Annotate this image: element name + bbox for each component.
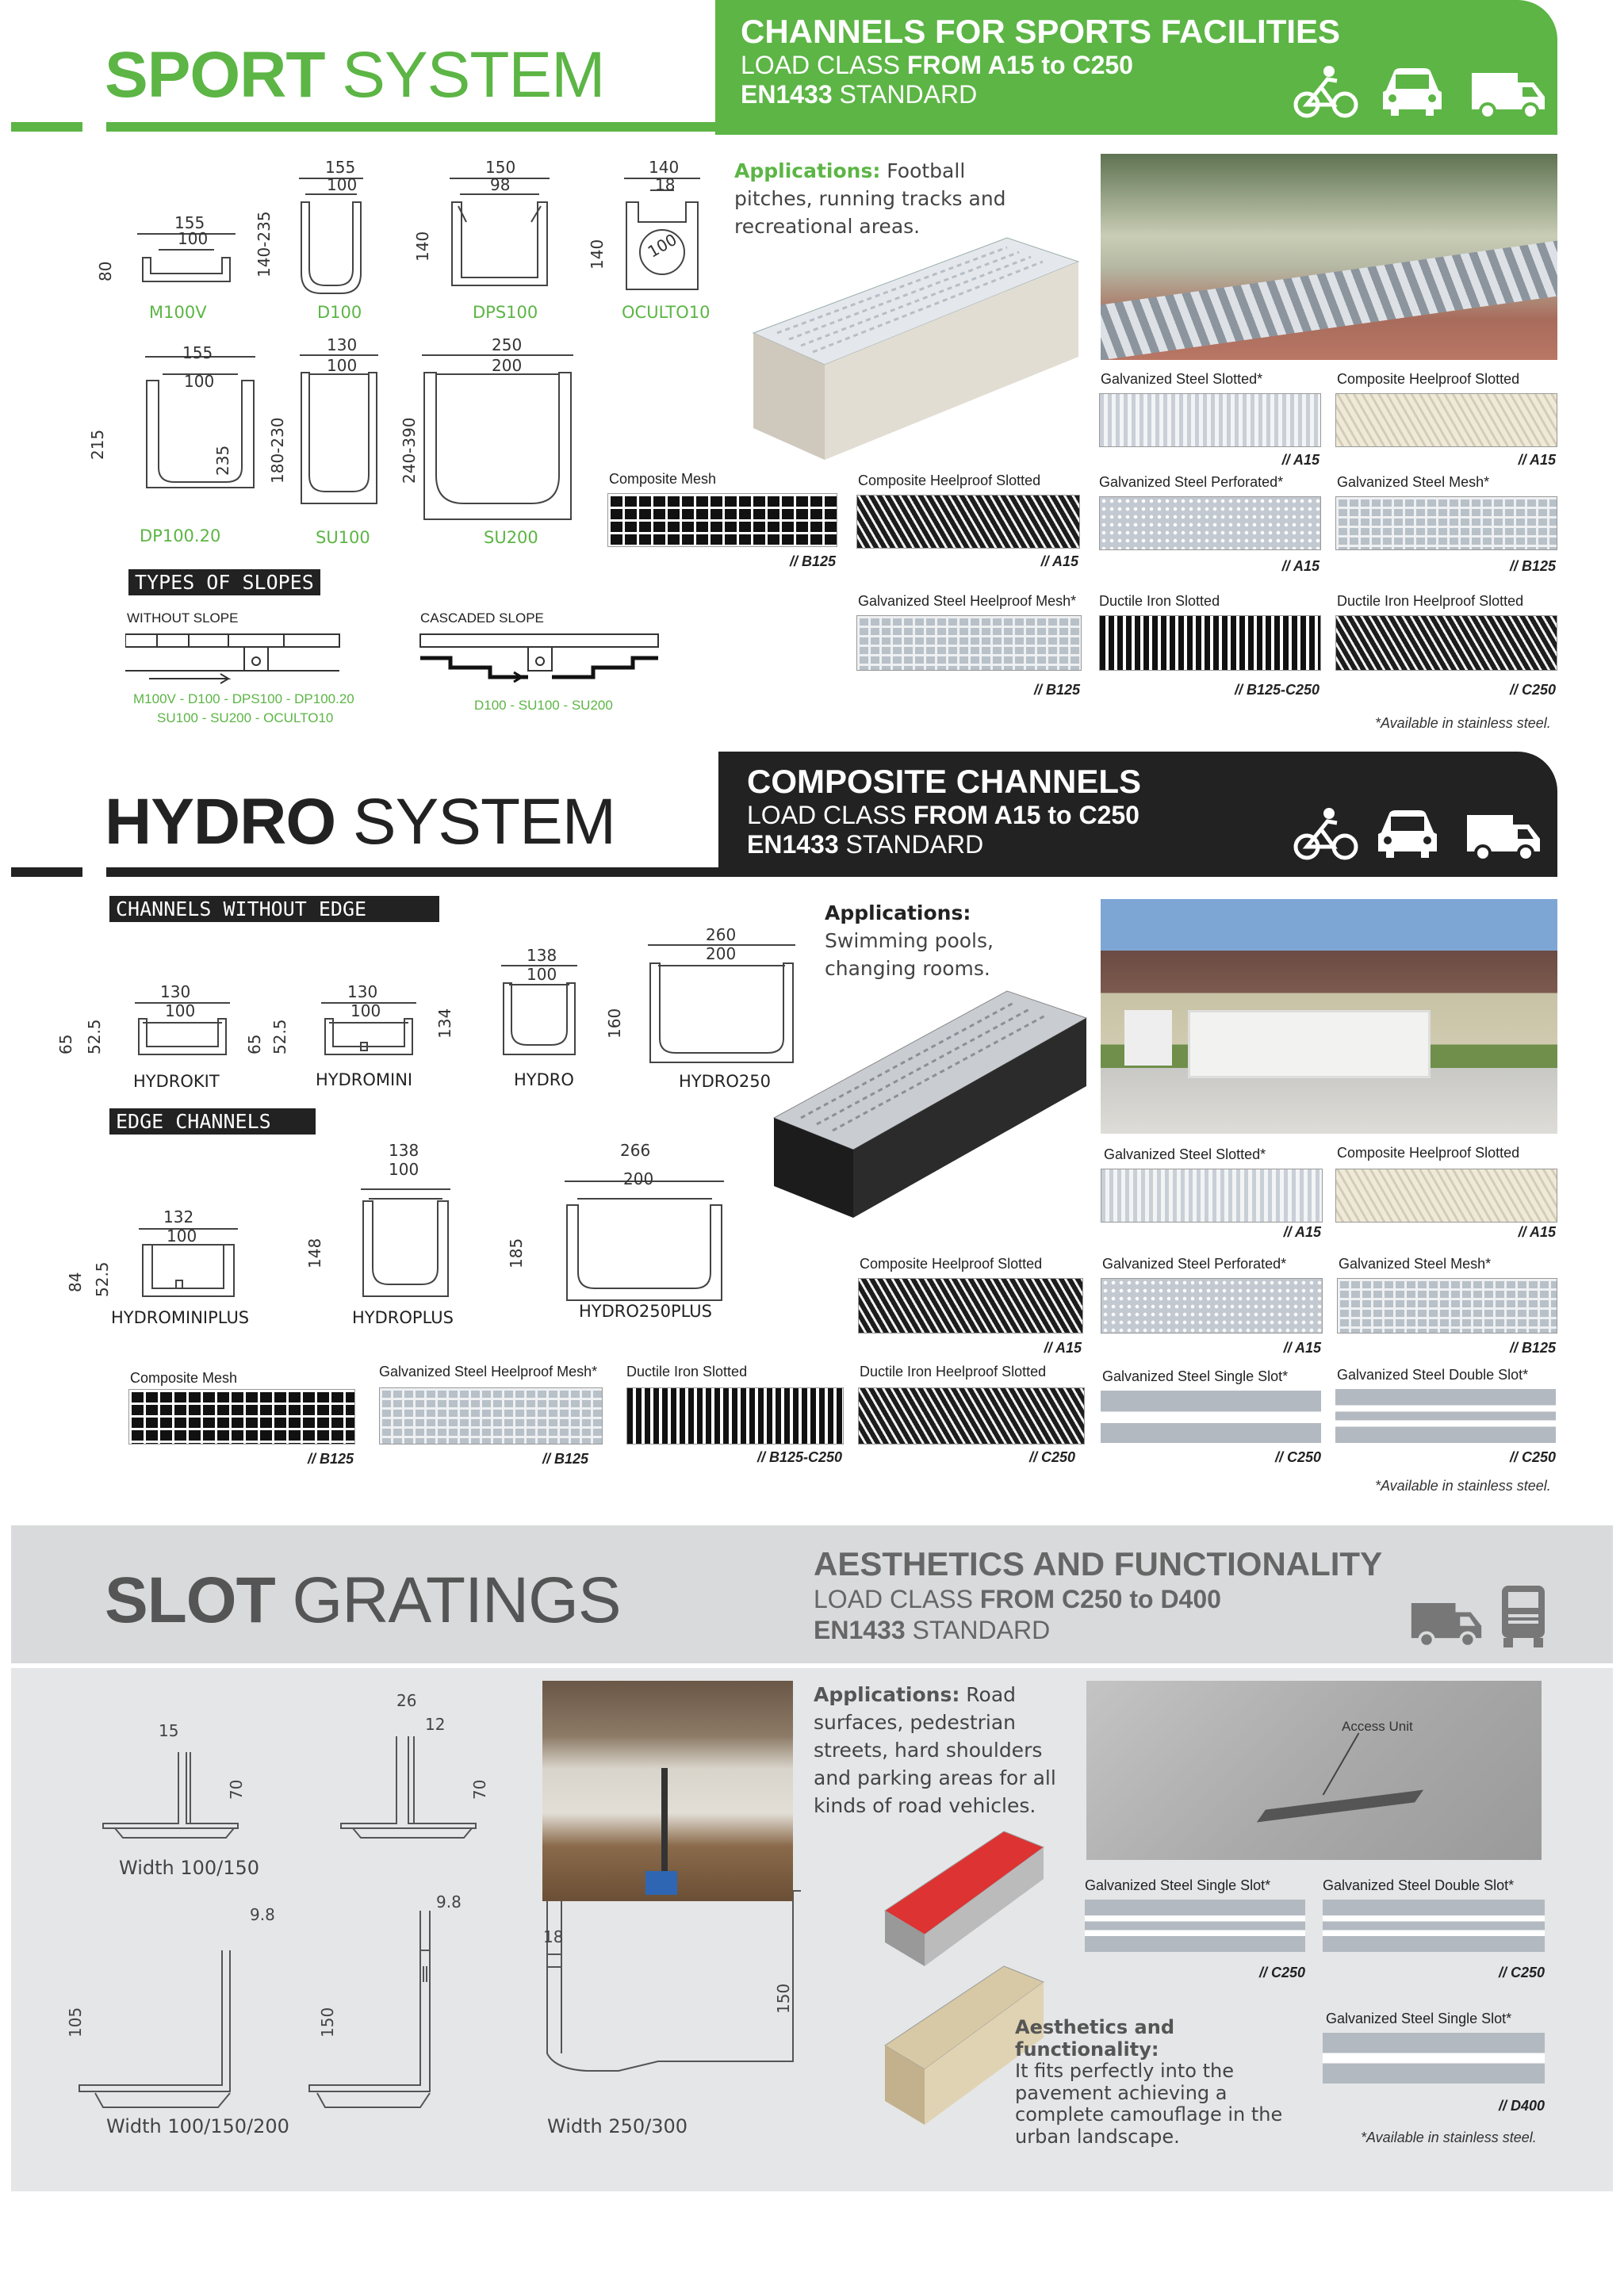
hydro-grating-label-4: Galvanized Steel Mesh* <box>1339 1256 1492 1272</box>
svg-text:52.5: 52.5 <box>85 1019 104 1054</box>
hydro-grating-label-2: Composite Heelproof Slotted <box>860 1256 1043 1272</box>
product-su100: SU100 <box>316 528 370 547</box>
sport-grating-1 <box>1335 393 1557 447</box>
dim-m100v-outer: 155 <box>174 213 205 232</box>
svg-text:70: 70 <box>470 1779 489 1800</box>
hydro-grating-3 <box>1101 1278 1323 1334</box>
sport-grating-0 <box>1099 393 1321 447</box>
product-su200: SU200 <box>484 528 538 547</box>
hydro-title: HYDRO SYSTEM <box>105 786 616 858</box>
sport-grating-5 <box>1335 496 1557 550</box>
slope-cascaded-models: D100 - SU100 - SU200 <box>474 698 613 713</box>
slot-grating-label-2: Galvanized Steel Single Slot* <box>1326 2011 1512 2026</box>
hydro-grating-class-3: // A15 <box>1283 1340 1321 1356</box>
svg-text:150: 150 <box>485 158 516 177</box>
sport-grating-label-3: Composite Heelproof Slotted <box>858 473 1041 488</box>
svg-text:26: 26 <box>396 1691 417 1710</box>
svg-text:65: 65 <box>245 1034 264 1054</box>
sport-grating-label-2: Composite Mesh <box>609 471 717 487</box>
slope-cascaded-label: CASCADED SLOPE <box>420 610 544 626</box>
svg-text:150: 150 <box>774 1983 793 2014</box>
svg-text:200: 200 <box>492 356 523 375</box>
sport-header-text: CHANNELS FOR SPORTS FACILITIES LOAD CLASS FROM A15 to C250 EN1433 STANDARD <box>741 13 1341 109</box>
svg-text:185: 185 <box>507 1238 526 1269</box>
slot-grating-class-1: // C250 <box>1498 1965 1545 1980</box>
product-m100v: M100V <box>149 303 207 322</box>
sport-grating-label-1: Composite Heelproof Slotted <box>1337 371 1520 387</box>
svg-text:130: 130 <box>160 982 191 1001</box>
sport-green-rule <box>106 122 717 132</box>
svg-text:105: 105 <box>66 2007 85 2038</box>
sport-grating-class-3: // A15 <box>1040 553 1078 569</box>
hydro-grating-class-8: // C250 <box>1028 1449 1075 1465</box>
hydro-grating-7 <box>626 1387 844 1445</box>
hydro-grating-6 <box>379 1387 603 1445</box>
svg-text:100: 100 <box>327 175 358 194</box>
hydro-stainless-note: *Available in stainless steel. <box>1375 1478 1551 1494</box>
hydro-grating-9 <box>1101 1391 1321 1443</box>
svg-text:100: 100 <box>184 372 215 391</box>
sport-photo-turf <box>1101 154 1557 360</box>
slot-stainless-note: *Available in stainless steel. <box>1361 2130 1537 2145</box>
hydro-grating-label-9: Galvanized Steel Single Slot* <box>1102 1368 1289 1384</box>
slot-applications: Applications: Road surfaces, pedestrian streets, hard shoulders and parking areas for all kinds of road vehicles. <box>814 1683 1056 1817</box>
slot-grating-label-0: Galvanized Steel Single Slot* <box>1085 1877 1271 1893</box>
sport-grating-class-4: // A15 <box>1281 558 1320 574</box>
slot-grating-0 <box>1085 1900 1305 1952</box>
svg-text:160: 160 <box>605 1008 624 1039</box>
svg-text:100: 100 <box>527 965 557 984</box>
svg-text:84: 84 <box>66 1272 85 1292</box>
svg-text:138: 138 <box>527 946 557 965</box>
hydro-edge-title: EDGE CHANNELS <box>109 1108 316 1135</box>
product-hydroplus: HYDROPLUS <box>352 1308 454 1327</box>
svg-text:132: 132 <box>163 1207 194 1226</box>
hydro-grating-class-7: // B125-C250 <box>756 1449 842 1465</box>
sport-grating-label-0: Galvanized Steel Slotted* <box>1101 371 1263 387</box>
slot-grating-label-1: Galvanized Steel Double Slot* <box>1323 1877 1515 1893</box>
product-hydromini: HYDROMINI <box>316 1070 413 1089</box>
sport-grating-label-8: Ductile Iron Heelproof Slotted <box>1337 593 1524 609</box>
svg-text:100: 100 <box>327 356 358 375</box>
product-hydro250: HYDRO250 <box>679 1072 771 1091</box>
svg-text:100: 100 <box>165 1001 196 1020</box>
hydro-grating-class-9: // C250 <box>1274 1449 1321 1465</box>
svg-text:9.8: 9.8 <box>250 1905 275 1924</box>
slope-without-models-1: M100V - D100 - DPS100 - DP100.20 <box>133 691 354 706</box>
sport-grating-7 <box>1099 615 1321 671</box>
svg-text:140: 140 <box>413 231 432 262</box>
svg-text:250: 250 <box>492 335 523 354</box>
van-icon <box>1469 67 1548 119</box>
hydro-grating-class-10: // C250 <box>1509 1449 1556 1465</box>
product-oculto10: OCULTO10 <box>622 303 710 322</box>
product-dps100: DPS100 <box>473 303 538 322</box>
hydro-grating-2 <box>858 1278 1083 1334</box>
van-icon <box>1408 1597 1484 1647</box>
sport-grating-6 <box>856 615 1082 671</box>
svg-text:12: 12 <box>425 1715 446 1734</box>
hydro-grating-label-7: Ductile Iron Slotted <box>626 1364 748 1380</box>
hydro-grating-8 <box>858 1387 1085 1445</box>
sport-grating-class-1: // A15 <box>1518 452 1556 468</box>
svg-text:15: 15 <box>159 1721 179 1740</box>
slopes-title: TYPES OF SLOPES <box>128 569 320 595</box>
hydro-rule <box>106 867 720 877</box>
sport-grating-class-8: // C250 <box>1509 682 1556 698</box>
svg-text:134: 134 <box>435 1008 454 1039</box>
hydro-grating-class-4: // B125 <box>1509 1340 1556 1356</box>
sport-grating-class-5: // B125 <box>1509 558 1556 574</box>
svg-text:130: 130 <box>327 335 358 354</box>
hydro-without-edge-title: CHANNELS WITHOUT EDGE <box>109 896 439 922</box>
svg-text:65: 65 <box>56 1034 75 1054</box>
svg-text:140: 140 <box>649 158 680 177</box>
svg-text:215: 215 <box>88 429 107 460</box>
product-dp10020: DP100.20 <box>140 526 221 545</box>
bicycle-icon <box>1293 63 1359 121</box>
hydro-grating-label-5: Composite Mesh <box>130 1370 238 1386</box>
sport-grating-label-5: Galvanized Steel Mesh* <box>1337 474 1490 490</box>
hydro-grating-class-1: // A15 <box>1518 1224 1556 1240</box>
svg-text:155: 155 <box>182 343 213 362</box>
svg-text:18: 18 <box>543 1927 564 1946</box>
svg-text:240-390: 240-390 <box>400 417 419 484</box>
sport-grating-8 <box>1335 615 1557 671</box>
hydro-grating-label-3: Galvanized Steel Perforated* <box>1102 1256 1287 1272</box>
sport-grating-class-2: // B125 <box>789 553 836 569</box>
hydro-grating-label-0: Galvanized Steel Slotted* <box>1104 1146 1266 1162</box>
slot-grating-class-2: // D400 <box>1498 2098 1545 2114</box>
hydro-applications: Applications: Swimming pools, changing rooms. <box>825 901 994 980</box>
svg-text:180-230: 180-230 <box>268 417 287 484</box>
sport-channel-render <box>745 230 1086 468</box>
svg-text:52.5: 52.5 <box>93 1261 112 1297</box>
slot-width-1: Width 100/150 <box>119 1857 260 1879</box>
hydro-grating-class-0: // A15 <box>1283 1224 1321 1240</box>
hydro-profiles-drawing <box>56 896 817 1340</box>
svg-text:70: 70 <box>227 1779 246 1800</box>
sport-grating-class-0: // A15 <box>1281 452 1320 468</box>
hydro-channel-render <box>769 983 1094 1221</box>
hydro-grating-class-5: // B125 <box>307 1451 354 1467</box>
hydro-grating-5 <box>128 1389 355 1445</box>
car-icon <box>1373 804 1442 861</box>
hydro-grating-label-10: Galvanized Steel Double Slot* <box>1337 1367 1529 1383</box>
svg-text:235: 235 <box>213 445 232 476</box>
hydro-grating-0 <box>1101 1169 1323 1223</box>
truck-icon <box>1499 1582 1548 1649</box>
slot-width-2: Width 100/150/200 <box>106 2115 289 2137</box>
slope-without-label: WITHOUT SLOPE <box>127 610 239 626</box>
bicycle-icon <box>1293 806 1359 863</box>
svg-text:98: 98 <box>490 175 511 194</box>
svg-text:9.8: 9.8 <box>436 1892 462 1911</box>
svg-text:140-235: 140-235 <box>255 211 274 277</box>
svg-text:138: 138 <box>389 1141 419 1160</box>
svg-text:100: 100 <box>644 229 680 262</box>
svg-text:200: 200 <box>623 1169 654 1188</box>
product-d100: D100 <box>317 303 362 322</box>
slot-grating-class-0: // C250 <box>1258 1965 1305 1980</box>
slope-without-models-2: SU100 - SU200 - OCULTO10 <box>157 710 334 725</box>
sport-grating-class-7: // B125-C250 <box>1234 682 1320 698</box>
hydro-grating-10 <box>1335 1389 1556 1443</box>
slot-width-3: Width 250/300 <box>547 2115 688 2137</box>
sport-grating-label-7: Ductile Iron Slotted <box>1099 593 1220 609</box>
slot-title: SLOT GRATINGS <box>105 1564 621 1636</box>
van-icon <box>1464 809 1543 861</box>
sport-grating-4 <box>1099 496 1321 550</box>
slot-header-text: AESTHETICS AND FUNCTIONALITY LOAD CLASS FROM C250 to D400 EN1433 STANDARD <box>814 1545 1383 1644</box>
sport-title: SPORT SYSTEM <box>105 39 605 111</box>
svg-text:100: 100 <box>389 1160 419 1179</box>
hydro-grating-label-1: Composite Heelproof Slotted <box>1337 1145 1520 1161</box>
svg-text:18: 18 <box>655 175 676 194</box>
sport-grating-label-6: Galvanized Steel Heelproof Mesh* <box>858 593 1077 609</box>
svg-text:100: 100 <box>350 1001 381 1020</box>
product-hydrominiplus: HYDROMINIPLUS <box>111 1308 250 1327</box>
svg-text:155: 155 <box>325 158 356 177</box>
hydro-grating-label-6: Galvanized Steel Heelproof Mesh* <box>379 1364 598 1380</box>
hydro-grating-4 <box>1337 1278 1557 1334</box>
product-hydro: HYDRO <box>514 1070 574 1089</box>
slot-grating-2 <box>1323 2033 1545 2084</box>
hydro-grating-label-8: Ductile Iron Heelproof Slotted <box>860 1364 1047 1380</box>
sport-stainless-note: *Available in stainless steel. <box>1375 715 1551 731</box>
svg-text:266: 266 <box>620 1141 651 1160</box>
car-icon <box>1378 62 1446 119</box>
slope-diagrams <box>125 626 680 690</box>
hydro-header-text: COMPOSITE CHANNELS LOAD CLASS FROM A15 to C250 EN1433 STANDARD <box>747 763 1142 859</box>
hydro-grating-class-6: // B125 <box>542 1451 588 1467</box>
hydro-grating-class-2: // A15 <box>1044 1340 1082 1356</box>
svg-text:200: 200 <box>706 944 737 963</box>
sport-grating-3 <box>856 495 1080 549</box>
svg-text:148: 148 <box>305 1238 324 1269</box>
sport-applications: Applications: Football pitches, running tracks and recreational areas. <box>734 159 1006 238</box>
svg-text:150: 150 <box>318 2007 337 2038</box>
svg-text:140: 140 <box>588 239 607 270</box>
hydro-grating-1 <box>1335 1169 1557 1223</box>
sport-grating-label-4: Galvanized Steel Perforated* <box>1099 474 1284 490</box>
svg-text:260: 260 <box>706 925 737 944</box>
slot-photo-street <box>542 1681 793 1901</box>
svg-text:130: 130 <box>347 982 378 1001</box>
access-unit-label: Access Unit <box>1342 1719 1413 1734</box>
slot-grating-1 <box>1323 1900 1545 1952</box>
hydro-rule-left <box>11 867 82 877</box>
hydro-photo-house <box>1101 899 1557 1134</box>
slot-photo-pavement <box>1086 1681 1542 1860</box>
svg-text:52.5: 52.5 <box>270 1019 289 1054</box>
sport-grating-2 <box>607 493 837 547</box>
svg-text:100: 100 <box>167 1226 197 1246</box>
product-hydro250plus: HYDRO250PLUS <box>579 1302 713 1321</box>
slot-aesthetics: Aesthetics and functionality: It fits perfectly into the pavement achieving a complete camouflage in the urban landscape. <box>1015 2016 1283 2148</box>
sport-grating-class-6: // B125 <box>1033 682 1080 698</box>
svg-text:100: 100 <box>178 229 209 248</box>
sport-green-rule-left <box>11 122 82 132</box>
svg-text:80: 80 <box>96 261 115 281</box>
product-hydrokit: HYDROKIT <box>133 1072 220 1091</box>
